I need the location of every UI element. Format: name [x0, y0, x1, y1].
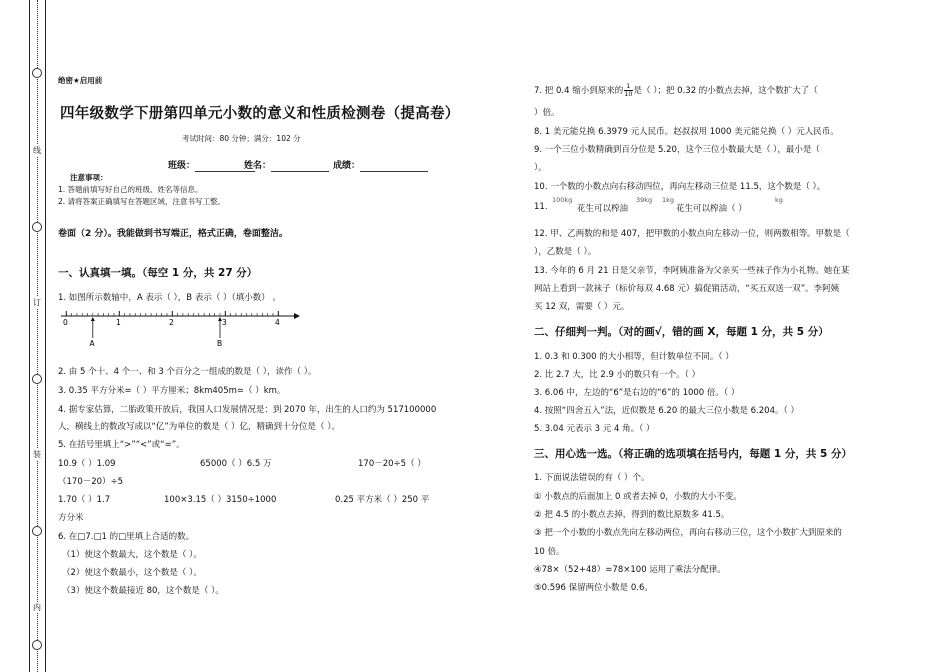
- note-2: 2. 请将答案正确填写在答题区域，注意书写工整。: [58, 197, 226, 206]
- section1-title: 一、认真填一填。（每空 1 分，共 27 分）: [58, 267, 258, 279]
- choice-1-option-1: ① 小数点的后面加上 0 或者去掉 0，小数的大小不变。: [534, 492, 742, 502]
- exam-info: 考试时间：80 分钟；满分：102 分: [182, 134, 301, 143]
- fraction-numerator: 1: [624, 83, 632, 91]
- question-5-row4: 方分米: [58, 513, 84, 523]
- tick-label-4: 4: [275, 318, 280, 327]
- note-1: 1. 答题前填写好自己的班级、姓名等信息。: [58, 185, 203, 194]
- question-6-1: （1）使这个数最大，这个数是（ ）。: [62, 550, 202, 560]
- arrow-a-head: [91, 317, 95, 321]
- tick-label-3: 3: [222, 318, 227, 327]
- point-b-label: B: [217, 339, 223, 348]
- sidebar-char-xian: 线: [33, 146, 41, 155]
- question-4-line2: 人，横线上的数改写成以“亿”为单位的数是（ ）亿，精确到十分位是（ ）。: [58, 422, 340, 432]
- judge-4: 4. 按照“四舍五入”法，近似数是 6.20 的最大三位小数是 6.204。（ ）: [534, 406, 799, 416]
- cut-line: [37, 0, 38, 672]
- margin-border-right: [45, 0, 46, 672]
- question-5-row1-b: 65000（ ）6.5 万: [200, 459, 272, 469]
- binding-hole: [32, 222, 42, 232]
- question-6-2: （2）使这个数最小，这个数是（ ）。: [62, 568, 202, 578]
- number-line: [58, 308, 303, 348]
- q11-100kg: 100kg: [552, 196, 573, 204]
- question-7: [534, 83, 818, 98]
- section3-title: 三、用心选一选。（将正确的选项填在括号内，每题 1 分，共 5 分）: [534, 448, 852, 460]
- binding-hole: [32, 374, 42, 384]
- question-2: 2. 由 5 个十、4 个一、和 3 个百分之一组成的数是（ ），读作（ ）。: [58, 367, 317, 377]
- binding-hole: [32, 640, 42, 650]
- question-13-line3: 买 12 双，需要（ ）元。: [534, 302, 630, 312]
- tick-label-0: 0: [63, 318, 68, 327]
- score-label: 成绩：: [333, 161, 361, 171]
- question-8: 8. 1 美元能兑换 6.3979 元人民币。赵叔叔用 1000 美元能兑换（ ）元人民币。: [534, 127, 839, 137]
- q11-1kg: 1kg: [662, 196, 675, 204]
- section2-title: 二、仔细判一判。（对的画√，错的画 X，每题 1 分，共 5 分）: [534, 326, 829, 338]
- judge-2: 2. 比 2.7 大，比 2.9 小的数只有一个。（ ）: [534, 370, 701, 380]
- binding-hole: [32, 68, 42, 78]
- judge-1: 1. 0.3 和 0.300 的大小相等，但计数单位不同。（ ）: [534, 352, 734, 362]
- question-5-row3-b: 100×3.15（ ）3150÷1000: [164, 495, 277, 505]
- question-12-cont: ），乙数是（ ）。: [534, 247, 597, 257]
- question-12: 12. 甲、乙两数的和是 407，把甲数的小数点向左移动一位，则两数相等。甲数是（: [534, 229, 850, 239]
- tick-label-1: 1: [116, 318, 121, 327]
- question-13-line1: 13. 今年的 6 月 21 日是父亲节，李阿姨准备为父亲买一些袜子作为小礼物。她在某: [534, 266, 850, 276]
- name-label: 姓名：: [244, 161, 272, 171]
- question-6-3: （3）使这个数最接近 80，这个数是（ ）。: [62, 586, 224, 596]
- q11-39kg: 39kg: [636, 196, 653, 204]
- question-9: 9. 一个三位小数精确到百分位是 5.20，这个三位小数最大是（ ），最小是（: [534, 145, 820, 155]
- fraction-one-tenth: [624, 83, 632, 98]
- sidebar-char-ding: 订: [33, 298, 41, 307]
- choice-1-option-3: ③ 把一个小数的小数点先向左移动两位，再向右移动三位，这个小数扩大到原来的: [534, 528, 842, 538]
- question-5-row2: （170－20）÷5: [58, 477, 124, 487]
- secret-label: 绝密★启用前: [58, 76, 103, 85]
- fraction-denominator: 10: [624, 90, 633, 98]
- question-5-row1-a: 10.9（ ）1.09: [58, 459, 116, 469]
- margin-border-left: [29, 0, 30, 672]
- score-field: [333, 158, 428, 172]
- choice-1-option-3-cont: 10 倍。: [534, 547, 565, 557]
- sidebar-char-zhuang: 装: [33, 450, 41, 459]
- choice-1: 1. 下面说法错误的有（ ）个。: [534, 473, 650, 483]
- question-7-cont: ）倍。: [534, 108, 560, 118]
- class-label: 班级：: [168, 161, 196, 171]
- name-blank[interactable]: [271, 161, 329, 172]
- q7-part-a: 7. 把 0.4 缩小到原来的: [534, 86, 624, 96]
- question-5-row3-a: 1.70（ ）1.7: [58, 495, 111, 505]
- question-13-line2: 网站上看到一款袜子（标价每双 4.68 元）搞促销活动，“买五双送一双”。李阿姨: [534, 284, 840, 294]
- question-5-row1-c: 170－20÷5（ ）: [358, 459, 426, 469]
- question-10: 10. 一个数的小数点向右移动四位，再向左移动三位是 11.5，这个数是（ ）。: [534, 182, 826, 192]
- neatness-note: 卷面（2 分）。我能做到书写端正，格式正确，卷面整洁。: [58, 229, 288, 239]
- choice-1-option-4: ④78×（52+48）=78×100 运用了乘法分配律。: [534, 565, 726, 575]
- question-5-row3-c: 0.25 平方米（ ）250 平: [335, 495, 430, 505]
- q7-part-b: 是（ ）；把 0.32 的小数点去掉，这个数扩大了（: [633, 86, 818, 96]
- choice-1-option-2: ② 把 4.5 的小数点去掉，得到的数比原数多 41.5。: [534, 510, 730, 520]
- page-title: 四年级数学下册第四单元小数的意义和性质检测卷（提高卷）: [60, 106, 460, 122]
- question-11-text-b: 花生可以榨油（ ）: [676, 204, 747, 214]
- judge-5: 5. 3.04 元表示 3 元 4 角。（ ）: [534, 424, 655, 434]
- name-field: [244, 158, 329, 172]
- sidebar-char-nei: 内: [33, 603, 41, 612]
- tick-label-2: 2: [169, 318, 174, 327]
- question-3: 3. 0.35 平方分米=（ ）平方厘米；8km405m=（ ）km。: [58, 386, 286, 396]
- binding-margin: [0, 0, 48, 672]
- notes-title: 注意事项：: [70, 173, 108, 182]
- question-9-cont: ）。: [534, 163, 547, 173]
- question-6: 6. 在□7.□1 的□里填上合适的数。: [58, 532, 195, 542]
- question-5: 5. 在括号里填上“>”“<”或“=”。: [58, 440, 185, 450]
- question-1: 1. 如图所示数轴中，A 表示（ ），B 表示（ ）（填小数） 。: [58, 293, 281, 303]
- point-a-label: A: [89, 339, 95, 348]
- q11-kg-unit: kg: [775, 196, 783, 204]
- question-11-text-a: 花生可以榨油: [577, 204, 629, 214]
- score-blank[interactable]: [360, 161, 428, 172]
- binding-hole: [32, 526, 42, 536]
- axis-arrow: [294, 313, 300, 319]
- judge-3: 3. 6.06 中，左边的“6”是右边的“6”的 1000 倍。（ ）: [534, 388, 740, 398]
- question-11-number: 11.: [534, 202, 548, 212]
- choice-1-option-5: ⑤0.596 保留两位小数是 0.6。: [534, 583, 653, 593]
- class-field: [168, 158, 255, 172]
- question-4-line1: 4. 据专家估算，二胎政策开放后，我国人口发展情况是：到 2070 年，出生的人口约为 517100000: [58, 405, 437, 415]
